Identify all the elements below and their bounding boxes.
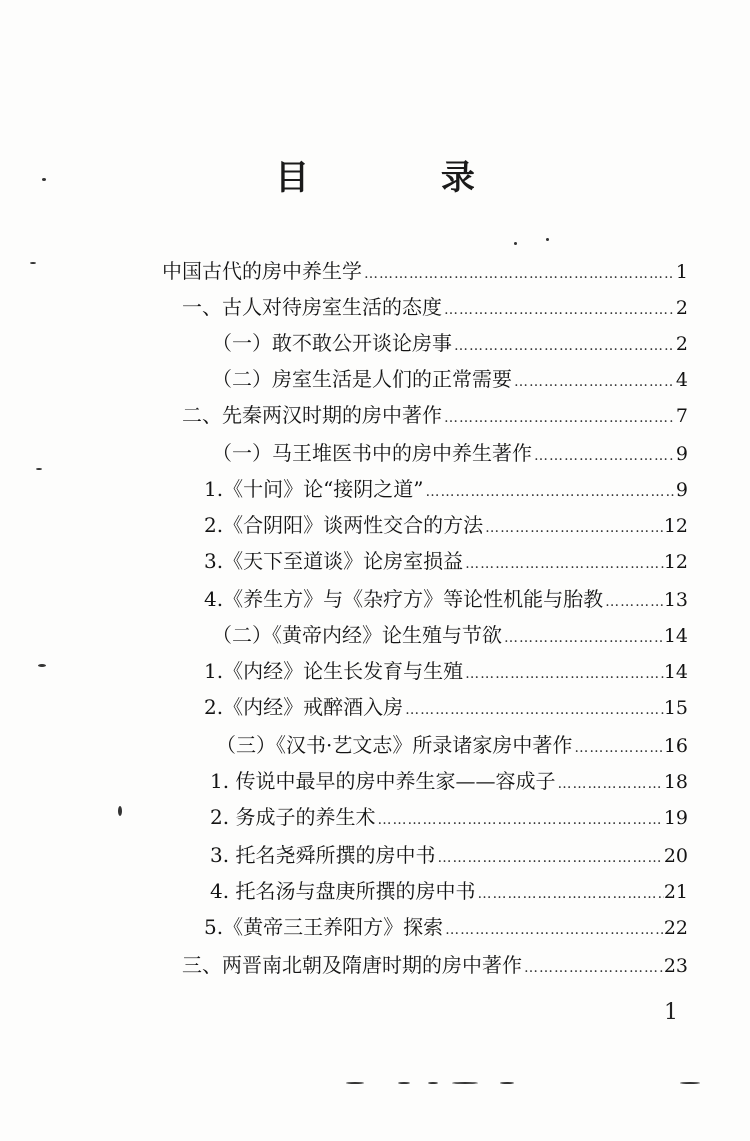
toc-entry-label: 2. 务成子的养生术 bbox=[210, 805, 376, 829]
leader-dots bbox=[362, 257, 674, 291]
toc-entry-label: （二）房室生活是人们的正常需要 bbox=[212, 367, 512, 391]
toc-entry[interactable] bbox=[210, 838, 688, 872]
toc-entry-label: 3. 托名尧舜所撰的房中书 bbox=[210, 843, 436, 867]
leader-dots bbox=[572, 731, 663, 765]
toc-entry[interactable] bbox=[212, 436, 688, 470]
toc-entry[interactable] bbox=[204, 654, 688, 688]
toc-entry-label: 1.《内经》论生长发育与生殖 bbox=[204, 659, 464, 683]
toc-entry[interactable] bbox=[204, 582, 688, 616]
toc-entry-page: 14 bbox=[663, 625, 688, 647]
scan-speck bbox=[398, 1082, 410, 1084]
scan-speck bbox=[118, 806, 122, 816]
toc-entry-label: 2.《合阴阳》谈两性交合的方法 bbox=[204, 513, 484, 537]
toc-entry[interactable] bbox=[204, 472, 688, 506]
toc-entry-label: 3.《天下至道谈》论房室损益 bbox=[204, 549, 464, 573]
scan-speck bbox=[680, 1082, 700, 1084]
toc-entry-label: 5.《黄帝三王养阳方》探索 bbox=[204, 915, 444, 939]
toc-entry[interactable] bbox=[212, 362, 688, 396]
scan-speck bbox=[500, 1082, 514, 1084]
leader-dots bbox=[375, 803, 663, 837]
toc-entry-page: 4 bbox=[675, 369, 688, 391]
scan-speck bbox=[428, 1082, 438, 1084]
leader-dots bbox=[483, 511, 664, 545]
toc-entry-label: 4. 托名汤与盘庚所撰的房中书 bbox=[210, 879, 476, 903]
toc-entry-page: 2 bbox=[675, 297, 688, 319]
toc-entry-page: 12 bbox=[663, 515, 688, 537]
toc-entry-page: 2 bbox=[675, 333, 688, 355]
toc-entry-page: 15 bbox=[663, 697, 688, 719]
scan-speck bbox=[42, 178, 46, 181]
toc-entry-label: 1. 传说中最早的房中养生家——容成子 bbox=[210, 769, 556, 793]
toc-entry[interactable] bbox=[162, 254, 688, 288]
leader-dots bbox=[442, 401, 674, 435]
leader-dots bbox=[603, 585, 664, 619]
leader-dots bbox=[435, 841, 663, 875]
toc-entry[interactable] bbox=[210, 800, 688, 834]
toc-entry-label: （三）《汉书·艺文志》所录诸家房中著作 bbox=[216, 733, 573, 757]
toc-entry-page: 20 bbox=[663, 845, 688, 867]
scan-speck bbox=[346, 1082, 364, 1084]
toc-entry-page: 23 bbox=[663, 955, 688, 977]
leader-dots bbox=[452, 329, 674, 363]
page-number: 1 bbox=[664, 1000, 678, 1025]
toc-entry-label: （一）敢不敢公开谈论房事 bbox=[212, 331, 452, 355]
toc-entry[interactable] bbox=[216, 728, 688, 762]
scan-speck bbox=[514, 242, 517, 245]
leader-dots bbox=[512, 365, 674, 399]
toc-entry[interactable] bbox=[204, 910, 688, 944]
toc-entry-page: 16 bbox=[663, 735, 688, 757]
leader-dots bbox=[475, 877, 663, 911]
scan-speck bbox=[36, 468, 42, 470]
toc-entry-page: 9 bbox=[675, 443, 688, 465]
toc-entry[interactable] bbox=[204, 508, 688, 542]
toc-entry-page: 22 bbox=[663, 917, 688, 939]
toc-entry[interactable] bbox=[204, 690, 688, 724]
leader-dots bbox=[442, 293, 674, 327]
toc-entry-page: 21 bbox=[663, 881, 688, 903]
toc-entry[interactable] bbox=[182, 948, 688, 982]
toc-entry-page: 12 bbox=[663, 551, 688, 573]
leader-dots bbox=[424, 475, 674, 509]
toc-entry[interactable] bbox=[210, 874, 688, 908]
page-title: 目 录 bbox=[275, 158, 535, 198]
toc-entry[interactable] bbox=[204, 544, 688, 578]
scan-speck bbox=[546, 238, 549, 241]
toc-entry[interactable] bbox=[210, 764, 688, 798]
leader-dots bbox=[443, 913, 664, 947]
toc-entry[interactable] bbox=[182, 398, 688, 432]
scan-speck bbox=[38, 664, 46, 667]
toc-entry-label: 4.《养生方》与《杂疗方》等论性机能与胎教 bbox=[204, 587, 604, 611]
toc-entry-label: 一、古人对待房室生活的态度 bbox=[182, 295, 442, 319]
toc-entry-label: 二、先秦两汉时期的房中著作 bbox=[182, 403, 442, 427]
toc-entry[interactable] bbox=[182, 290, 688, 324]
toc-entry-label: （二）《黄帝内经》论生殖与节欲 bbox=[212, 623, 502, 647]
leader-dots bbox=[522, 951, 664, 985]
leader-dots bbox=[555, 767, 663, 801]
scan-speck bbox=[30, 262, 36, 264]
toc-entry-page: 14 bbox=[663, 661, 688, 683]
leader-dots bbox=[463, 547, 664, 581]
toc-entry-label: 2.《内经》戒醉酒入房 bbox=[204, 695, 404, 719]
leader-dots bbox=[502, 621, 664, 655]
toc-entry-page: 19 bbox=[663, 807, 688, 829]
toc-entry-page: 9 bbox=[675, 479, 688, 501]
toc-entry-label: 三、两晋南北朝及隋唐时期的房中著作 bbox=[182, 953, 522, 977]
leader-dots bbox=[532, 439, 674, 473]
leader-dots bbox=[403, 693, 664, 727]
toc-entry-label: 中国古代的房中养生学 bbox=[162, 259, 362, 283]
toc-entry-page: 18 bbox=[663, 771, 688, 793]
scan-bottom-marks bbox=[0, 1080, 750, 1086]
leader-dots bbox=[463, 657, 664, 691]
toc-entry-page: 13 bbox=[663, 589, 688, 611]
toc-entry-label: （一）马王堆医书中的房中养生著作 bbox=[212, 441, 532, 465]
toc-entry[interactable] bbox=[212, 326, 688, 360]
scan-speck bbox=[452, 1082, 478, 1084]
toc-entry-label: 1.《十问》论“接阴之道” bbox=[204, 477, 424, 501]
toc-entry[interactable] bbox=[212, 618, 688, 652]
toc-entry-page: 1 bbox=[675, 261, 688, 283]
toc-entry-page: 7 bbox=[675, 405, 688, 427]
